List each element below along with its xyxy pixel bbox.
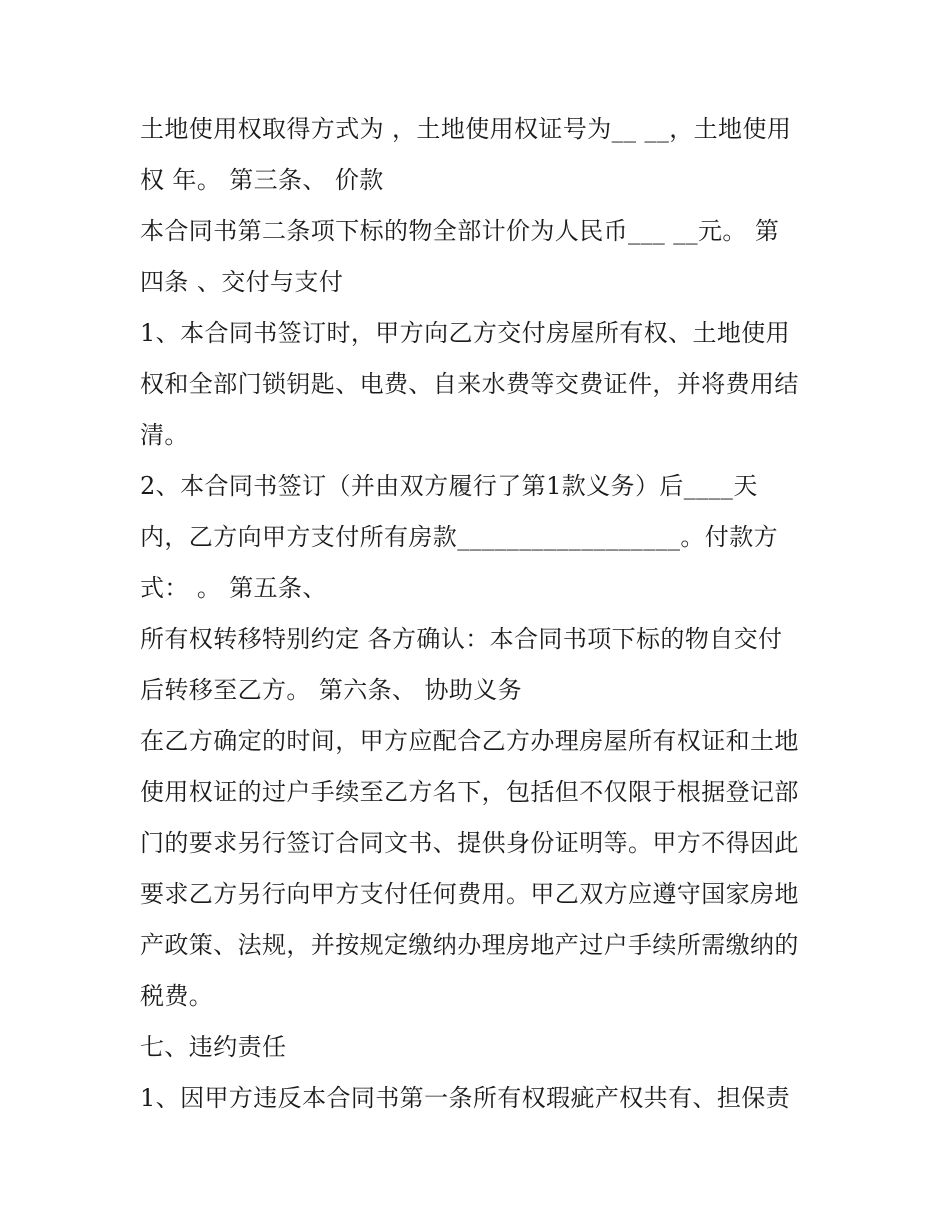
text-line: 2、本合同书签订（并由双方履行了第1款义务）后____天 [140, 472, 758, 500]
text-line: 清。 [140, 421, 189, 449]
section-heading: 七、违约责任 [140, 1033, 287, 1061]
text-line: 税费。 [140, 982, 214, 1010]
text-line: 1、本合同书签订时，甲方向乙方交付房屋所有权、土地使用 [140, 319, 791, 347]
text-line: 要求乙方另行向甲方支付任何费用。甲乙双方应遵守国家房地 [140, 880, 799, 908]
text-line: 门的要求另行签订合同文书、提供身份证明等。甲方不得因此 [140, 829, 799, 857]
text-line: 本合同书第二条项下标的物全部计价为人民币___ __元。 第 [140, 217, 780, 245]
text-line: 所有权转移特别约定 各方确认：本合同书项下标的物自交付 [140, 625, 783, 653]
text-line: 在乙方确定的时间，甲方应配合乙方办理房屋所有权证和土地 [140, 727, 799, 755]
text-line: 权和全部门锁钥匙、电费、自来水费等交费证件，并将费用结 [140, 370, 799, 398]
text-line: 四条 、交付与支付 [140, 268, 344, 296]
text-line: 土地使用权取得方式为 ，土地使用权证号为__ __，土地使用 [140, 115, 792, 143]
text-line: 内，乙方向甲方支付所有房款__________________。付款方 [140, 523, 778, 551]
text-line: 式： 。 第五条、 [140, 574, 327, 602]
text-line: 产政策、法规，并按规定缴纳办理房地产过户手续所需缴纳的 [140, 931, 799, 959]
text-line: 后转移至乙方。 第六条、 协助义务 [140, 676, 523, 704]
text-line: 权 年。 第三条、 价款 [140, 166, 384, 194]
text-line: 使用权证的过户手续至乙方名下，包括但不仅限于根据登记部 [140, 778, 799, 806]
text-line: 1、因甲方违反本合同书第一条所有权瑕疵产权共有、担保责 [140, 1084, 791, 1112]
